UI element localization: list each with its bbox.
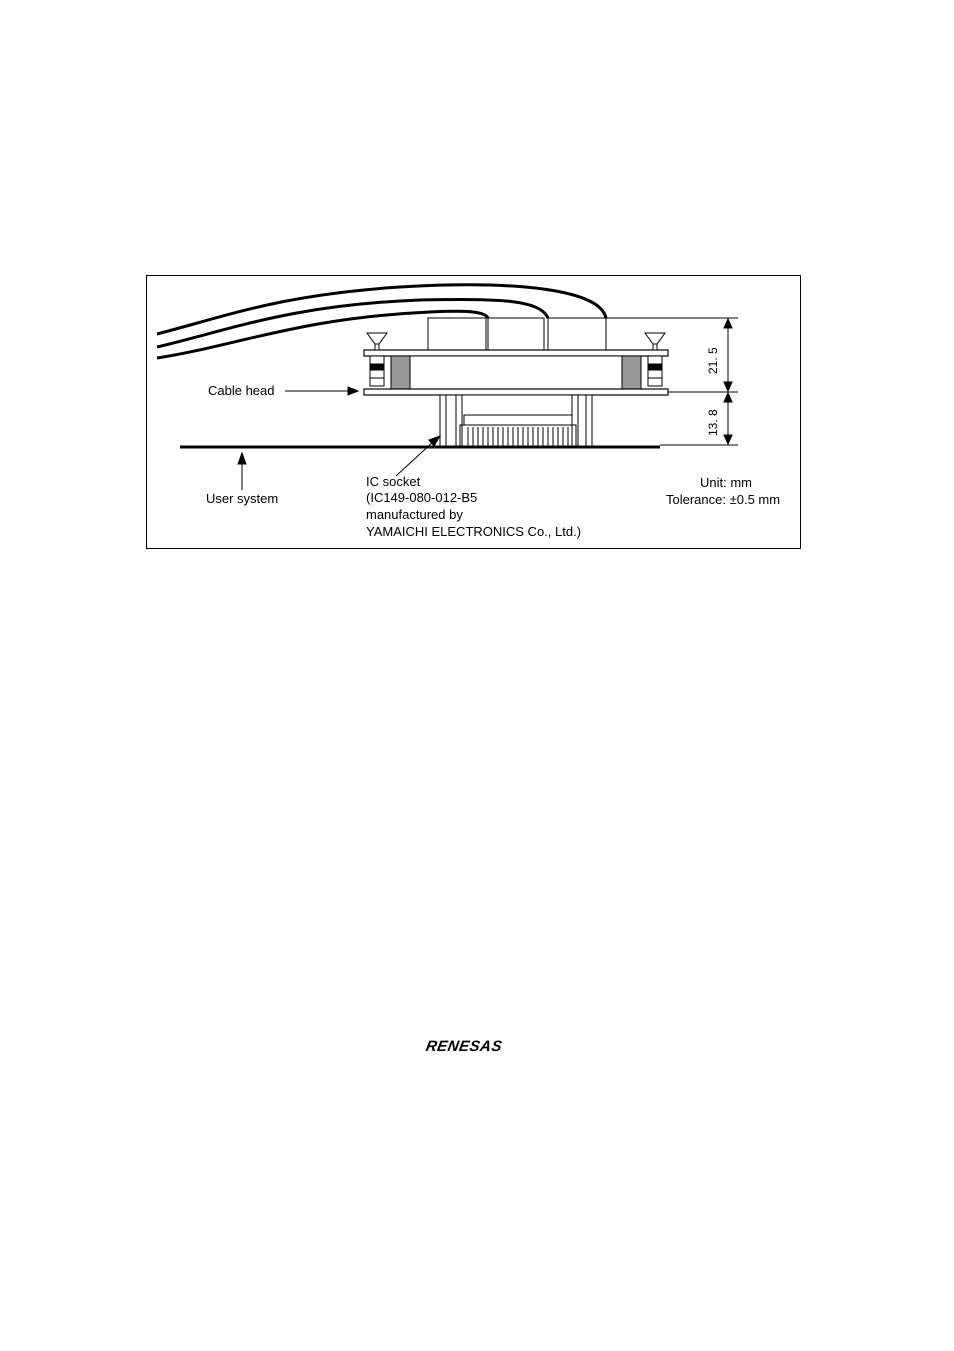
right-spacer bbox=[622, 356, 641, 389]
user-system-label: User system bbox=[206, 491, 279, 506]
ic-socket bbox=[440, 395, 592, 447]
right-screw bbox=[645, 333, 665, 386]
dimension-upper: 21. 5 bbox=[706, 347, 720, 374]
ic-socket-label: IC socket bbox=[366, 474, 421, 489]
top-board bbox=[364, 350, 668, 356]
ic-socket-mfr-line2: YAMAICHI ELECTRONICS Co., Ltd.) bbox=[366, 524, 582, 539]
tolerance-label: Tolerance: ±0.5 mm bbox=[666, 492, 781, 507]
left-screw bbox=[367, 333, 387, 386]
renesas-logo: RENESAS bbox=[424, 1038, 504, 1055]
cable-head-board bbox=[364, 389, 668, 395]
left-spacer bbox=[391, 356, 410, 389]
socket-pins bbox=[468, 427, 568, 447]
unit-label: Unit: mm bbox=[700, 475, 752, 490]
ic-socket-part-label: (IC149-080-012-B5 bbox=[366, 490, 478, 505]
ic-socket-mfr-line1: manufactured by bbox=[366, 507, 463, 522]
cable-head-label: Cable head bbox=[208, 383, 275, 398]
dimension-lower: 13. 8 bbox=[706, 409, 720, 436]
